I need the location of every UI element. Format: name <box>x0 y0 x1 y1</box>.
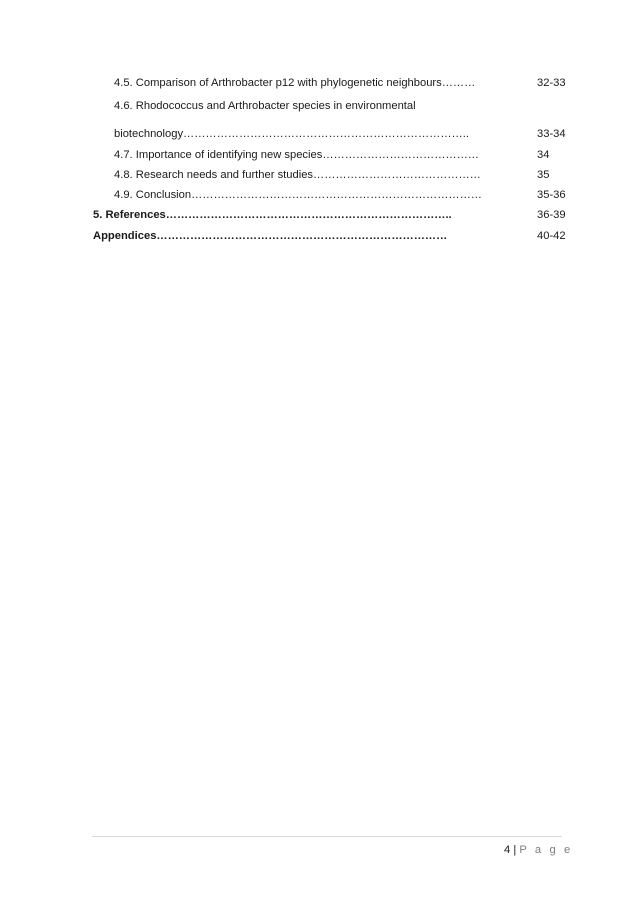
toc-entry-title: 5. References………………………………………………………………….. <box>93 209 452 221</box>
toc-entry-page: 35 <box>537 169 550 181</box>
toc-entry-title: 4.8. Research needs and further studies……………………………………… <box>114 169 481 181</box>
page-footer <box>504 843 573 857</box>
toc-entry-title: 4.9. Conclusion…………………………………………………………………… <box>114 189 482 201</box>
toc-entry-page: 32-33 <box>537 77 566 89</box>
footer-page-label: P a g e <box>519 844 573 856</box>
toc-entry-page: 36-39 <box>537 209 566 221</box>
toc-entry-page: 40-42 <box>537 230 566 242</box>
toc-entry-title: 4.6. Rhodococcus and Arthrobacter species in environmental <box>114 100 416 112</box>
toc-entry-page: 34 <box>537 149 550 161</box>
toc-entry-title: Appendices…………………………………………………………………… <box>93 230 448 242</box>
toc-entry-title: 4.7. Importance of identifying new species…………………………………… <box>114 149 479 161</box>
toc-entry-title: 4.5. Comparison of Arthrobacter p12 with phylogenetic neighbours……… <box>114 77 476 89</box>
footer-separator: | <box>513 844 517 856</box>
toc-entry-page: 33-34 <box>537 128 566 140</box>
toc-entry-title: biotechnology………………………………………………………………….. <box>114 128 469 140</box>
footer-page-number: 4 <box>504 844 511 856</box>
footer-divider <box>92 836 562 837</box>
toc-entry-page: 35-36 <box>537 189 566 201</box>
